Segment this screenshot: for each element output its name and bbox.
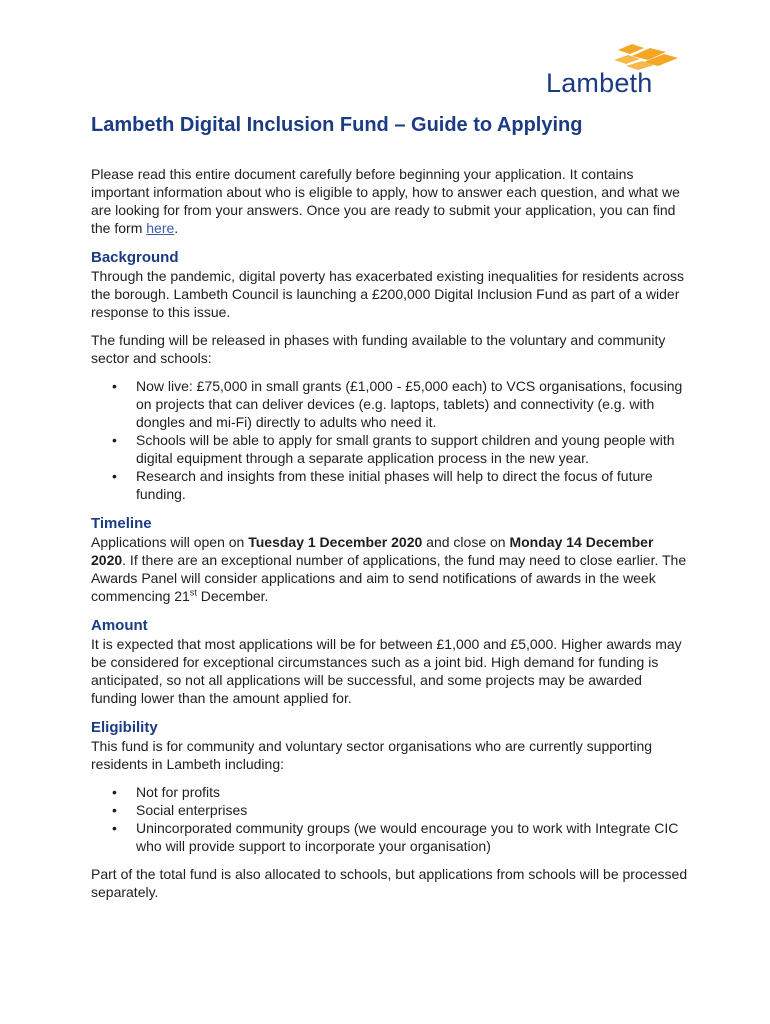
document-body <box>91 112 691 901</box>
intro-paragraph: Please read this entire document carefully before beginning your application. It contains important information about who is eligible to apply, how to answer each question, and what we are looking for from your answers. Once you are ready to submit your application, you can find the form here. <box>91 166 680 236</box>
form-link[interactable]: here <box>146 220 175 236</box>
funding-phases-list <box>91 377 691 503</box>
eligibility-heading: Eligibility <box>91 719 158 736</box>
timeline-paragraph: Applications will open on Tuesday 1 December 2020 and close on Monday 14 December 2020. If there are an exceptional number of applications, the fund may need to close earlier. The Awards Panel will consider applications and aim to send notifications of awards in the week commencing 21st December. <box>91 534 687 604</box>
eligibility-paragraph-1: This fund is for community and voluntary sector organisations who are currently supporting residents in Lambeth including: <box>91 738 653 772</box>
list-item: • Research and insights from these initial phases will help to direct the focus of future funding. <box>91 467 691 503</box>
list-item: • Schools will be able to apply for small grants to support children and young people with digital equipment through a separate application process in the new year. <box>91 431 691 467</box>
list-item: • Social enterprises <box>91 801 691 819</box>
list-item: • Now live: £75,000 in small grants (£1,000 - £5,000 each) to VCS organisations, focusing on projects that can deliver devices (e.g. laptops, tablets) and connectivity (e.g. with dongles and mi-Fi) directly to adults who need it. <box>91 377 691 431</box>
background-paragraph-2: The funding will be released in phases with funding available to the voluntary and community sector and schools: <box>91 332 666 366</box>
close-date: Monday 14 December 2020 <box>91 534 654 568</box>
background-heading: Background <box>91 249 179 266</box>
background-paragraph-1: Through the pandemic, digital poverty has exacerbated existing inequalities for residents across the borough. Lambeth Council is launching a £200,000 Digital Inclusion Fund as part of a wider response to this issue. <box>91 268 684 320</box>
eligibility-paragraph-2: Part of the total fund is also allocated to schools, but applications from schools will be processed separately. <box>91 866 688 900</box>
open-date: Tuesday 1 December 2020 <box>248 534 423 550</box>
timeline-heading: Timeline <box>91 515 152 532</box>
lambeth-wordmark: Lambeth <box>546 68 653 98</box>
eligibility-list <box>91 783 691 855</box>
list-item: • Not for profits <box>91 783 691 801</box>
page-title: Lambeth Digital Inclusion Fund – Guide to Applying <box>91 114 583 136</box>
list-item: • Unincorporated community groups (we would encourage you to work with Integrate CIC who will provide support to incorporate your organisation) <box>91 819 691 855</box>
amount-heading: Amount <box>91 617 148 634</box>
amount-paragraph: It is expected that most applications will be for between £1,000 and £5,000. Higher awards may be considered for exceptional circumstances such as a joint bid. High demand for funding is anticipated, so not all applications will be successful, and some projects may be awarded funding lower than the amount applied for. <box>91 636 682 706</box>
